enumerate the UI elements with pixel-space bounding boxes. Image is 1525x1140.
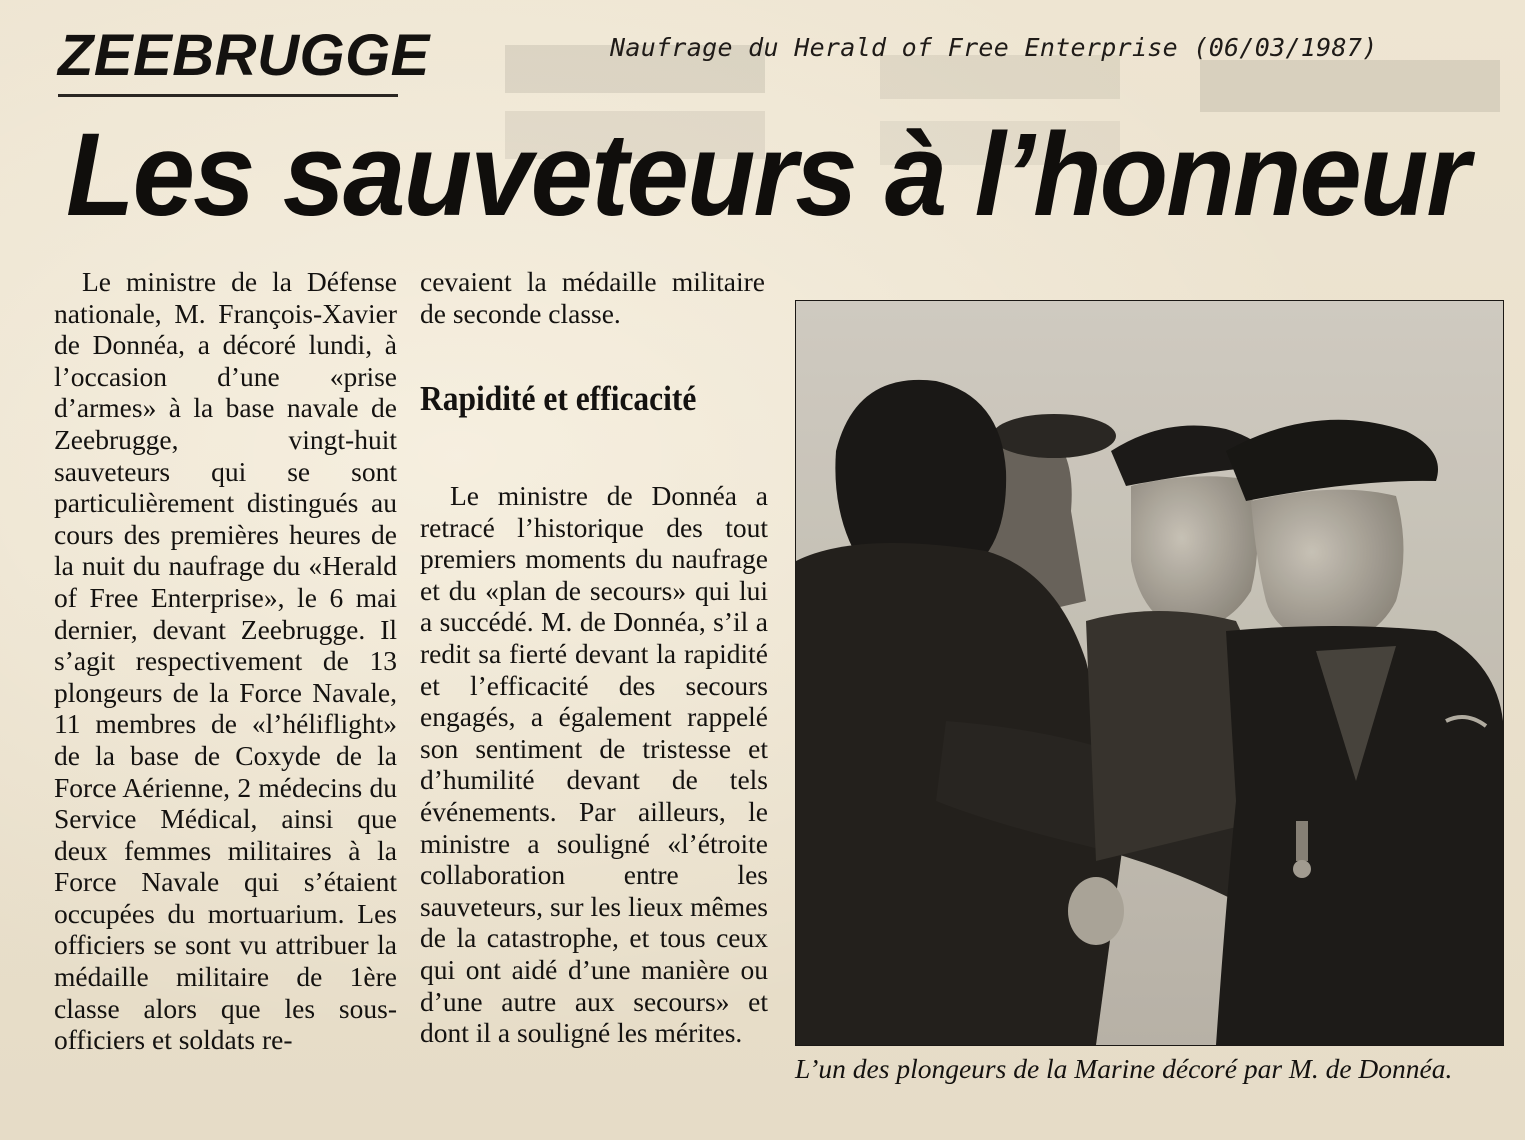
handwritten-annotation: Naufrage du Herald of Free Enterprise (06/03/1987) [610, 33, 1378, 62]
photo-illustration [796, 301, 1503, 1045]
news-photo [795, 300, 1504, 1046]
photo-caption: L’un des plongeurs de la Marine décoré par M. de Donnéa. [795, 1053, 1453, 1084]
subheading: Rapidité et efficacité [420, 379, 697, 418]
bleed-through-texture [1200, 60, 1500, 112]
headline: Les sauveteurs à l’honneur [66, 109, 1469, 241]
article-column-1: Le ministre de la Défense nationale, M. François-Xavier de Donnéa, a décoré lundi, à l’occasion d’une «prise d’armes» à la base navale de Zeebrugge, vingt-huit sauveteurs qui se sont particulièrement distingués au cours des premières heures de la nuit du naufrage du «Herald of Free Enterprise», le 6 mai dernier, devant Zeebrugge. Il s’agit respectivement de 13 plongeurs de la Force Navale, 11 membres de «l’héliflight» de la base de Coxyde de la Force Aérienne, 2 médecins du Service Médical, ainsi que deux femmes militaires à la Force Navale qui s’étaient occupées du mortuarium. Les officiers se sont vu attribuer la médaille militaire de 1ère classe alors que les sous-officiers et soldats re- [54, 266, 397, 1056]
kicker-underline [58, 94, 398, 97]
article-column-2-continuation: cevaient la médaille militaire de seconde classe. [420, 266, 765, 329]
article-column-2: Le ministre de Donnéa a retracé l’historique des tout premiers moments du naufrage et du «plan de secours» qui lui a succédé. M. de Donnéa, s’il a redit sa fierté devant la rapidité et l’efficacité des secours engagés, a également rappelé son sentiment de tristesse et d’humilité devant de tels événements. Par ailleurs, le ministre a souligné «l’étroite collaboration entre les sauveteurs, sur les lieux mêmes de la catastrophe, et tous ceux qui ont aidé d’une manière ou d’une autre aux secours» et dont il a souligné les mérites. [420, 480, 768, 1049]
section-kicker: ZEEBRUGGE [58, 23, 430, 88]
